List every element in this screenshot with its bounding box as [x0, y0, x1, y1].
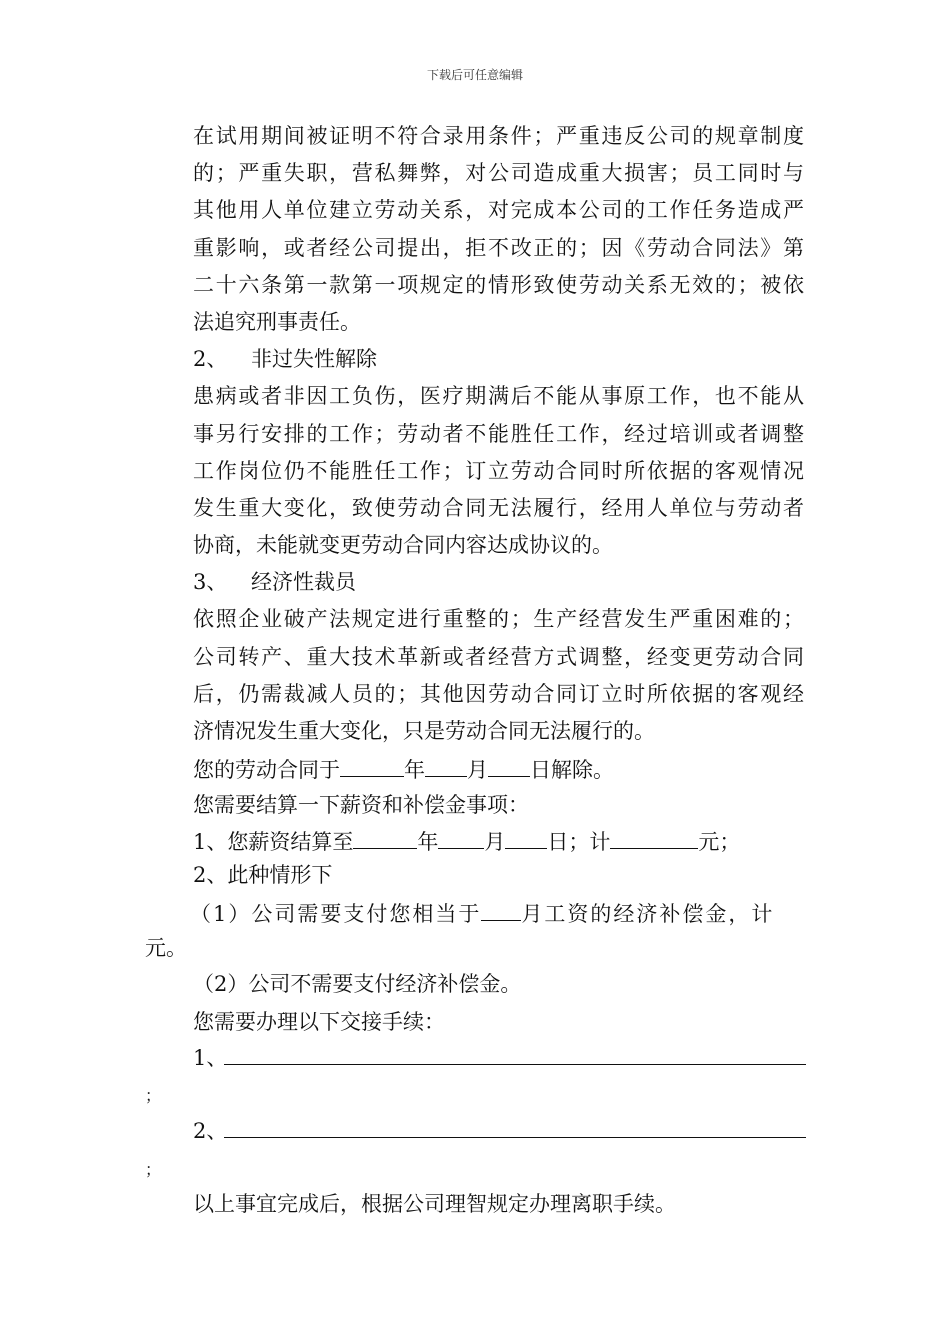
salary-month-blank[interactable]: [438, 826, 484, 849]
para-line: 重影响，或者经公司提出，拒不改正的；因《劳动合同法》第: [193, 236, 804, 260]
year-blank[interactable]: [340, 754, 404, 777]
case-title: 2、此种情形下: [193, 863, 333, 887]
salary-month-label: 月: [484, 830, 506, 854]
compensation-wrap: 元。: [145, 936, 187, 960]
section-number: 3、: [193, 570, 228, 594]
handover-item-end: ；: [145, 1086, 162, 1105]
day-blank[interactable]: [488, 754, 530, 777]
section-title: 非过失性解除: [251, 347, 377, 371]
para-line: 二十六条第一款第一项规定的情形致使劳动关系无效的；被依: [193, 273, 804, 297]
compensation-suffix: 月工资的经济补偿金，计: [521, 902, 775, 926]
para-line: 公司转产、重大技术革新或者经营方式调整，经变更劳动合同: [193, 645, 804, 669]
compensation-prefix: （1）公司需要支付您相当于: [190, 902, 482, 926]
para-line: 事另行安排的工作；劳动者不能胜任工作，经过培训或者调整: [193, 422, 804, 446]
para-line: 法追究刑事责任。: [193, 310, 361, 334]
para-line: 患病或者非因工负伤，医疗期满后不能从事原工作，也不能从: [193, 384, 804, 408]
salary-day-blank[interactable]: [505, 826, 547, 849]
salary-line: [193, 826, 740, 856]
termination-date-line: [193, 754, 614, 784]
salary-day-label: 日；计: [547, 830, 611, 854]
para-line: 在试用期间被证明不符合录用条件；严重违反公司的规章制度: [193, 124, 804, 148]
section-number: 2、: [193, 347, 228, 371]
salary-yuan-label: 元；: [698, 830, 741, 854]
handover-item-blank[interactable]: [224, 1137, 806, 1138]
handover-item-number: 1、: [193, 1046, 228, 1070]
compensation-yes-line: [190, 898, 774, 928]
compensation-no: （2）公司不需要支付经济补偿金。: [193, 972, 522, 996]
year-label: 年: [404, 758, 425, 782]
para-line: 依照企业破产法规定进行重整的；生产经营发生严重困难的；: [193, 607, 804, 631]
salary-year-blank[interactable]: [353, 826, 417, 849]
para-line: 的；严重失职，营私舞弊，对公司造成重大损害；员工同时与: [193, 161, 804, 185]
para-line: 协商，未能就变更劳动合同内容达成协议的。: [193, 533, 613, 557]
months-blank[interactable]: [481, 898, 521, 921]
month-blank[interactable]: [425, 754, 467, 777]
handover-item-blank[interactable]: [224, 1064, 806, 1065]
section-heading-2: [193, 345, 377, 373]
section-heading-3: [193, 568, 356, 596]
salary-amount-blank[interactable]: [610, 826, 698, 849]
para-line: 济情况发生重大变化，只是劳动合同无法履行的。: [193, 719, 655, 743]
settlement-intro: 您需要结算一下薪资和补偿金事项：: [193, 793, 529, 817]
handover-intro: 您需要办理以下交接手续：: [193, 1010, 445, 1034]
para-line: 发生重大变化，致使劳动合同无法履行，经用人单位与劳动者: [193, 496, 804, 520]
day-label: 日解除。: [530, 758, 614, 782]
month-label: 月: [467, 758, 488, 782]
termination-prefix: 您的劳动合同于: [193, 758, 340, 782]
handover-item-end: ；: [145, 1160, 162, 1179]
para-line: 后，仍需裁减人员的；其他因劳动合同订立时所依据的客观经: [193, 682, 804, 706]
handover-item-number: 2、: [193, 1119, 228, 1143]
salary-prefix: 1、您薪资结算至: [193, 830, 354, 854]
para-line: 工作岗位仍不能胜任工作；订立劳动合同时所依据的客观情况: [193, 459, 804, 483]
page-header: 下载后可任意编辑: [426, 68, 523, 82]
section-title: 经济性裁员: [251, 570, 356, 594]
para-line: 其他用人单位建立劳动关系，对完成本公司的工作任务造成严: [193, 198, 804, 222]
closing-line: 以上事宜完成后，根据公司理智规定办理离职手续。: [193, 1192, 676, 1216]
salary-year-label: 年: [417, 830, 439, 854]
